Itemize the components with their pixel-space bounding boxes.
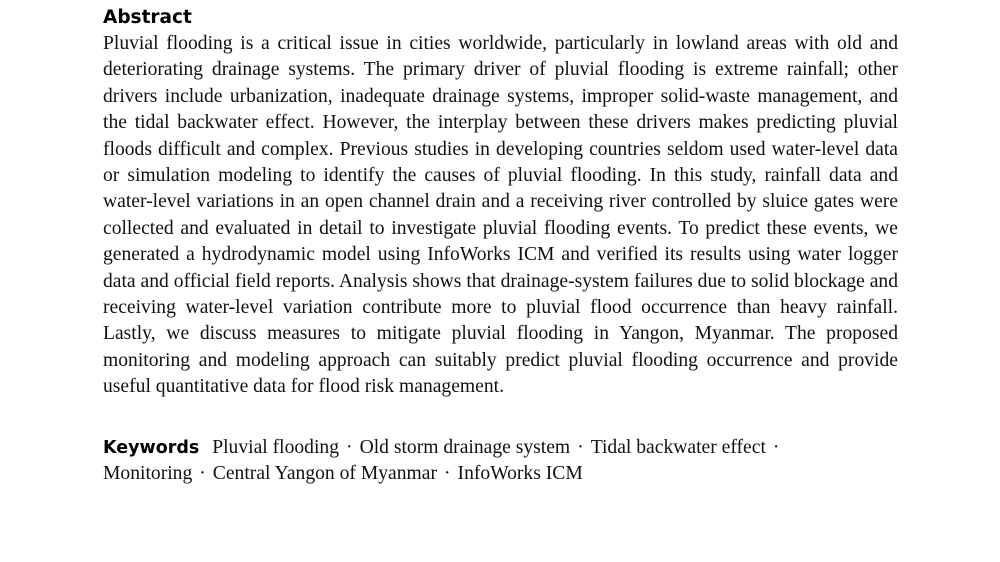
keyword-separator: · <box>199 463 206 485</box>
keyword-separator: · <box>577 436 584 458</box>
keyword-item: Tidal backwater effect <box>590 436 766 458</box>
keyword-item: Pluvial flooding <box>212 436 340 458</box>
keyword-separator: · <box>772 436 780 458</box>
keyword-item: InfoWorks ICM <box>457 463 583 485</box>
keywords-block <box>103 435 898 488</box>
keyword-separator: · <box>444 463 451 485</box>
keyword-item: Central Yangon of Myanmar <box>212 463 438 485</box>
abstract-body: Pluvial flooding is a critical issue in cities worldwide, particularly in lowland areas with old and deteriorating drainage systems. The primary driver of pluvial flooding is extreme rainfall; other drivers include urbanization, inadequate drainage systems, improper solid-waste management, and the tidal backwater effect. However, the interplay between these drivers makes predicting pluvial floods difficult and complex. Previous studies in developing countries seldom used water-level data or simulation modeling to identify the causes of pluvial flooding. In this study, rainfall data and water-level variations in an open channel drain and a receiving river controlled by sluice gates were collected and evaluated in detail to investigate pluvial flooding events. To predict these events, we generated a hydrodynamic model using InfoWorks ICM and verified its results using water logger data and official field reports. Analysis shows that drainage-system failures due to solid blockage and receiving water-level variation contribute more to pluvial flood occurrence than heavy rainfall. Lastly, we discuss measures to mitigate pluvial flooding in Yangon, Myanmar. The proposed monitoring and modeling approach can suitably predict pluvial flooding occurrence and provide useful quantitative data for flood risk management. <box>103 33 898 398</box>
keywords-label: Keywords <box>103 437 200 458</box>
keyword-separator: · <box>346 436 353 458</box>
abstract-heading: Abstract <box>103 7 192 28</box>
keyword-item: Old storm drainage system <box>359 436 571 458</box>
keyword-item: Monitoring <box>103 463 193 485</box>
abstract-section <box>103 5 898 488</box>
